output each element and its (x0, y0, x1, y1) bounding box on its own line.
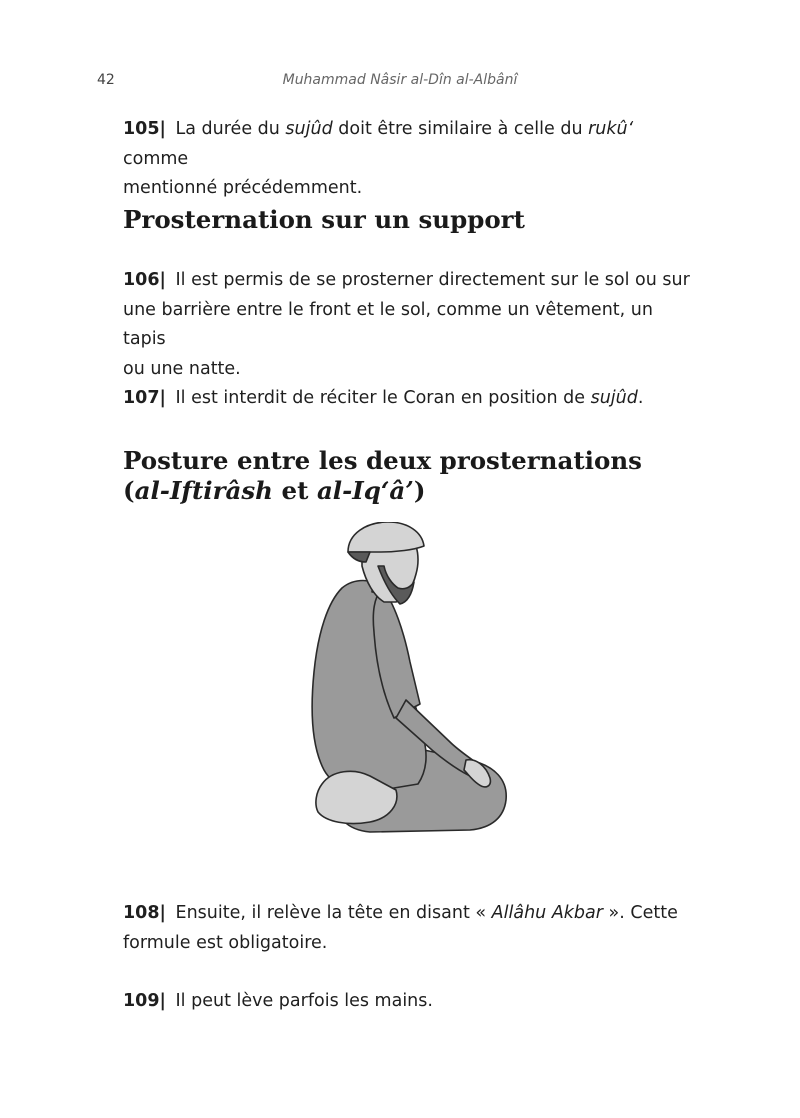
italic-term: al-Iq‘â’ (316, 476, 414, 505)
heading-line: Posture entre les deux prosternations (123, 446, 642, 475)
text: mentionné précédemment. (123, 178, 363, 198)
text: formule est obligatoire. (123, 932, 328, 953)
paragraph-number: 108 (123, 903, 160, 923)
text: Il est interdit de réciter le Coran en position de (175, 388, 591, 408)
paragraph-106 (123, 266, 693, 384)
prayer-cap (348, 522, 424, 552)
italic-term: Allâhu Akbar (491, 903, 603, 923)
italic-term: sujûd (590, 388, 638, 408)
italic-term: rukû‘ (588, 119, 634, 139)
text: ou une natte. (123, 358, 241, 379)
text: doit être similaire à celle du (332, 119, 589, 139)
separator-bar: | (159, 119, 166, 139)
separator-bar: | (159, 270, 166, 290)
text: Ensuite, il relève la tête en disant « (175, 903, 492, 923)
running-title: Muhammad Nâsir al-Dîn al-Albânî (282, 72, 518, 88)
text: Il est permis de se prosterner directement sur le sol ou sur (175, 270, 690, 290)
text: ». Cette (602, 903, 678, 923)
separator-bar: | (159, 388, 166, 408)
heading-paren: ( (123, 476, 135, 505)
page-number: 42 (97, 72, 115, 88)
paragraph-number: 106 (123, 270, 160, 290)
paragraph-107 (123, 384, 693, 414)
paragraph-108 (123, 899, 693, 958)
text: La durée du (175, 119, 286, 139)
paragraph-105 (123, 115, 693, 204)
text: Il peut lève parfois les mains. (175, 991, 433, 1011)
text: comme (123, 148, 189, 169)
paragraph-number: 107 (123, 388, 160, 408)
italic-term: al-Iftirâsh (134, 476, 273, 505)
text: une barrière entre le front et le sol, comme un vêtement, un tapis (123, 299, 653, 349)
text: . (637, 388, 644, 408)
heading-text: et (272, 476, 317, 505)
separator-bar: | (159, 991, 166, 1011)
seated-prayer-illustration (300, 522, 522, 836)
paragraph-number: 105 (123, 119, 160, 139)
heading-paren: ) (413, 476, 426, 505)
separator-bar: | (159, 903, 166, 923)
paragraph-109 (123, 987, 693, 1017)
paragraph-number: 109 (123, 991, 160, 1011)
italic-term: sujûd (285, 119, 333, 139)
section-heading: Prosternation sur un support (123, 205, 525, 234)
section-heading-2 (123, 446, 723, 506)
